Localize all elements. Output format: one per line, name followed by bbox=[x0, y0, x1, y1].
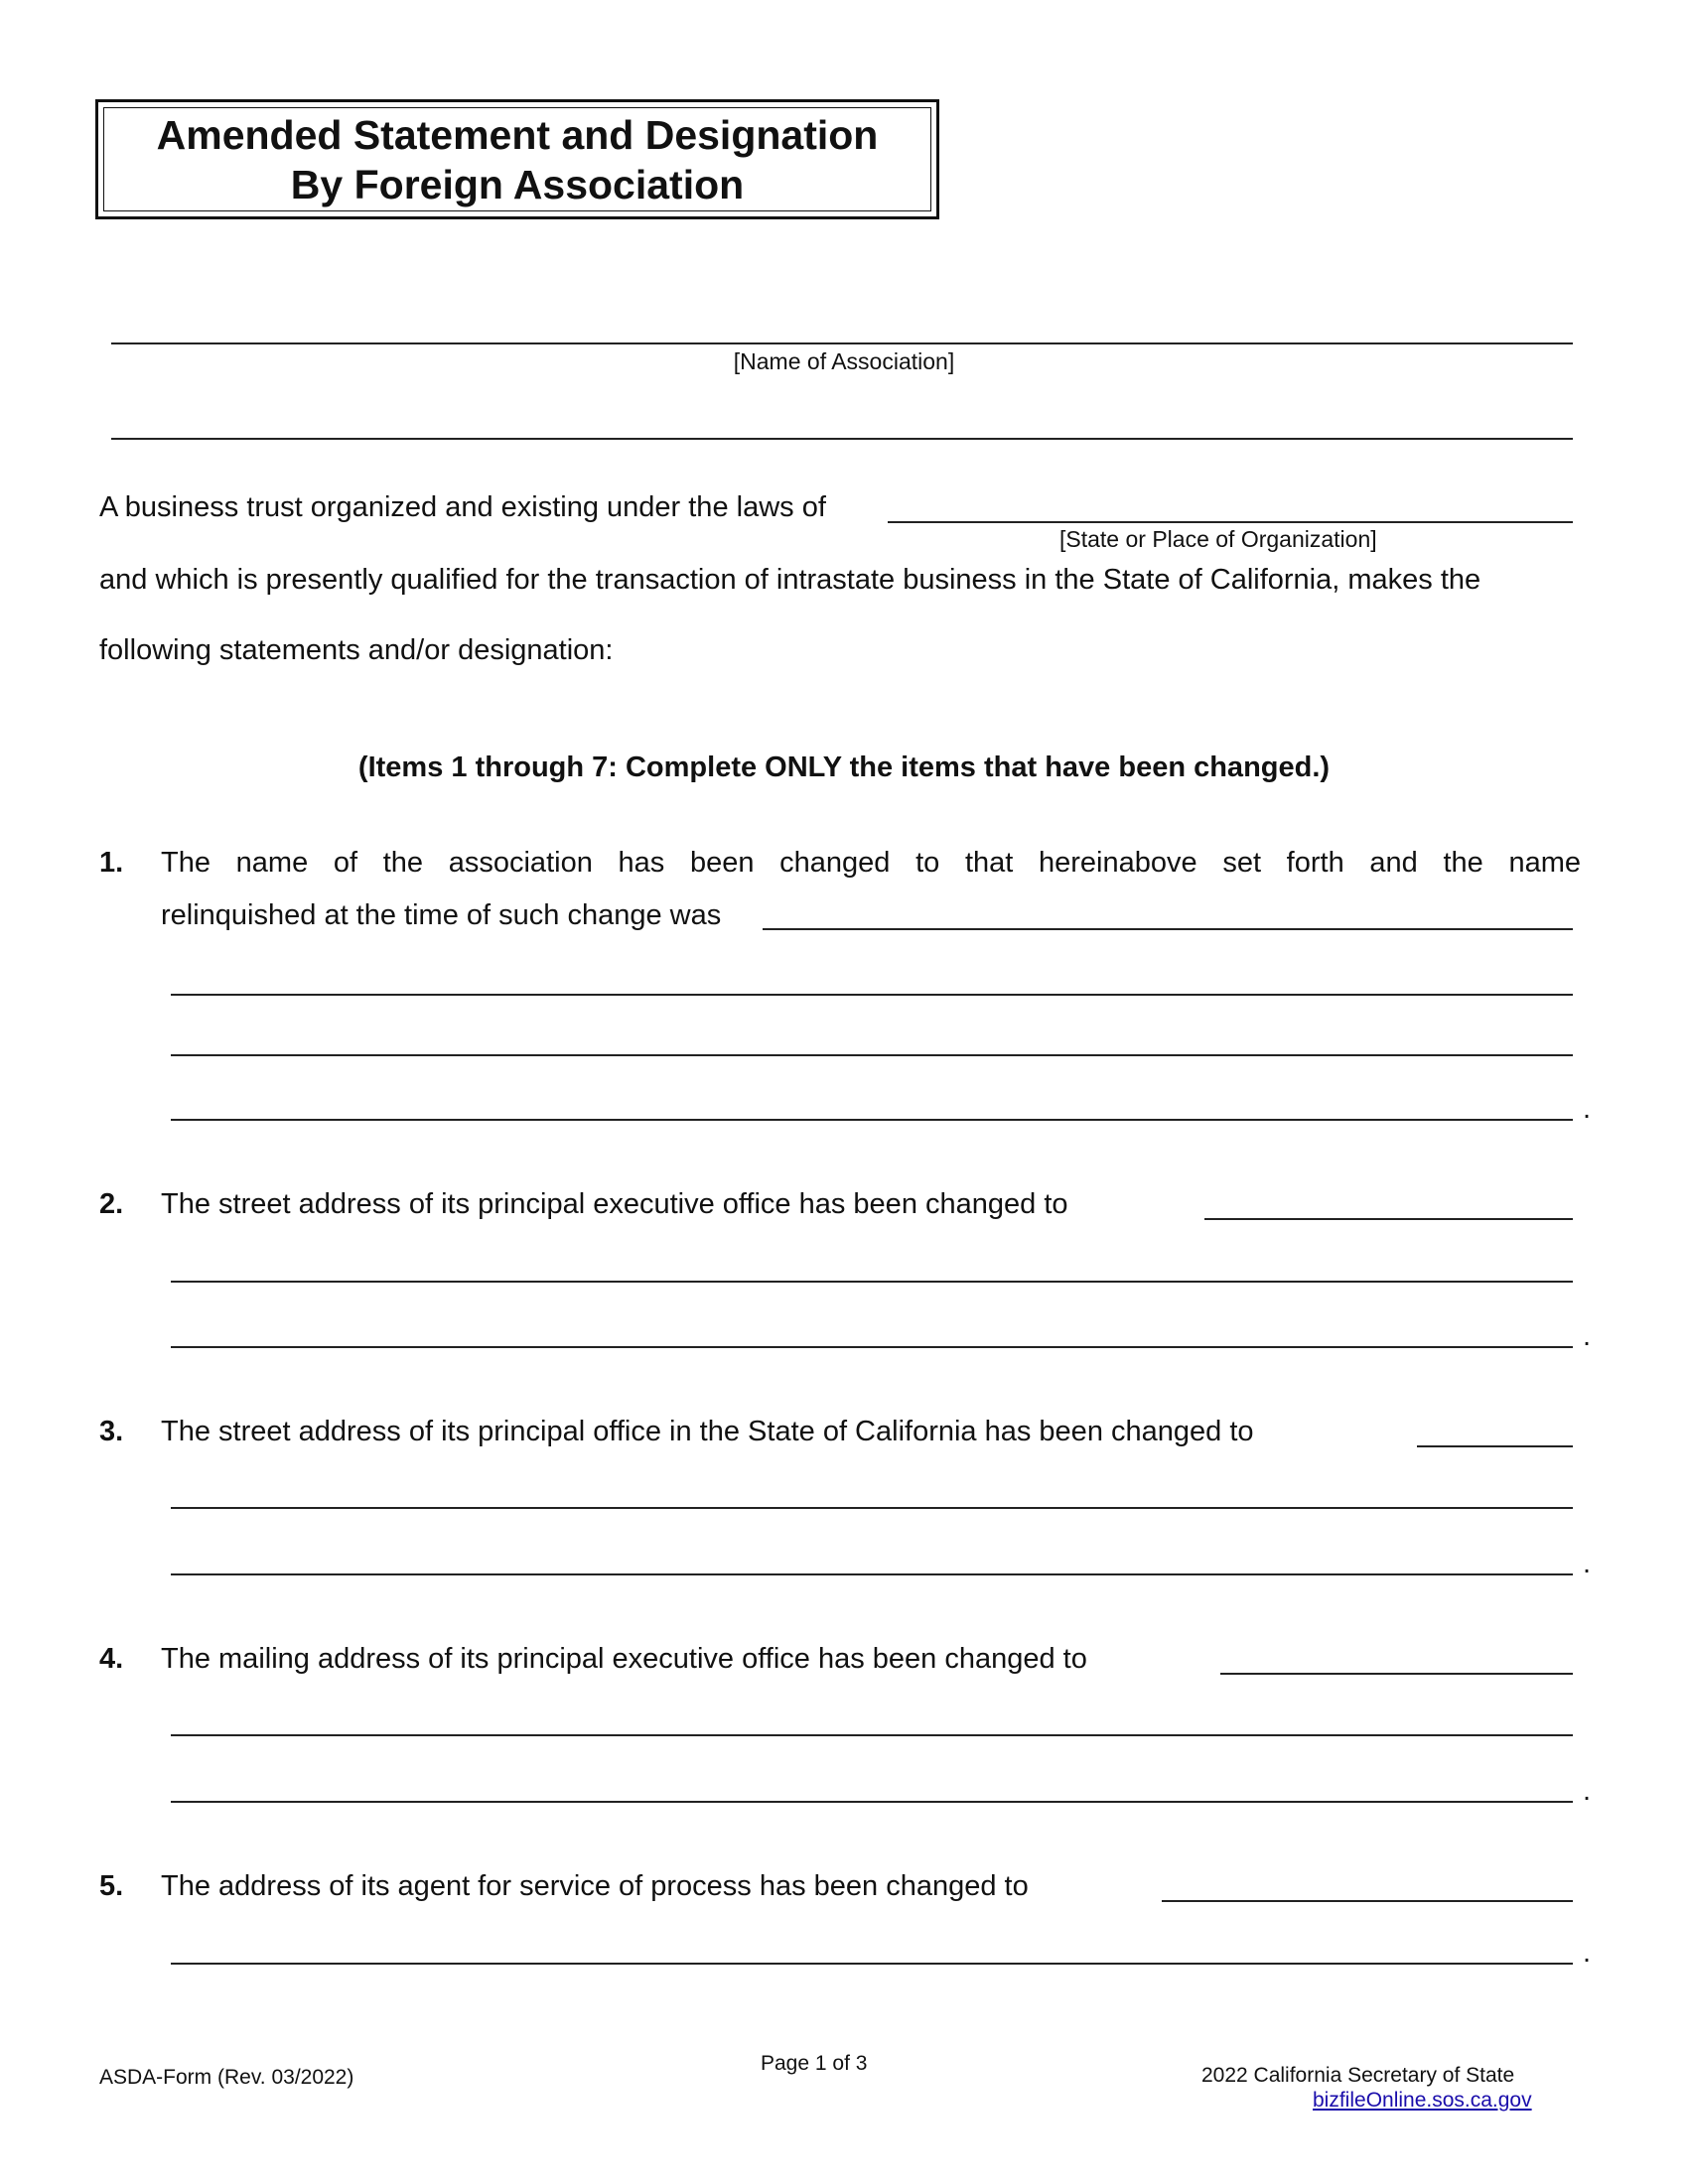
footer-page-number: Page 1 of 3 bbox=[761, 2052, 868, 2075]
intro-line-1: A business trust organized and existing under the laws of bbox=[99, 491, 826, 523]
item-3-period: . bbox=[1583, 1548, 1592, 1579]
item-3-text: The street address of its principal office in the State of California has been changed to bbox=[161, 1416, 1254, 1447]
state-label: [State or Place of Organization] bbox=[1059, 526, 1377, 552]
item-1-field-2[interactable] bbox=[171, 994, 1573, 996]
item-2-field-2[interactable] bbox=[171, 1281, 1573, 1283]
item-2-period: . bbox=[1583, 1320, 1592, 1352]
item-3-number: 3. bbox=[99, 1416, 124, 1447]
item-5-text: The address of its agent for service of process has been changed to bbox=[161, 1870, 1029, 1902]
item-5-field-2[interactable] bbox=[171, 1963, 1573, 1965]
item-1-period: . bbox=[1583, 1093, 1592, 1125]
intro-line-3: following statements and/or designation: bbox=[99, 634, 614, 666]
item-4-field-2[interactable] bbox=[171, 1734, 1573, 1736]
footer-form-id: ASDA-Form (Rev. 03/2022) bbox=[99, 2066, 354, 2089]
item-2-field-3[interactable] bbox=[171, 1346, 1573, 1348]
association-name-field[interactable] bbox=[111, 342, 1573, 344]
item-1-text-line-2: relinquished at the time of such change was bbox=[161, 899, 722, 931]
state-field[interactable] bbox=[888, 521, 1573, 523]
title-inner-frame bbox=[103, 107, 931, 211]
item-1-field-1[interactable] bbox=[763, 928, 1573, 930]
item-4-period: . bbox=[1583, 1775, 1592, 1807]
footer-website-link[interactable]: bizfileOnline.sos.ca.gov bbox=[1313, 2089, 1532, 2112]
item-1-text-line-1: The name of the association has been changed to that hereinabove set forth and the name bbox=[161, 847, 1581, 879]
item-3-field-3[interactable] bbox=[171, 1573, 1573, 1575]
item-3-field-1[interactable] bbox=[1417, 1445, 1573, 1447]
item-4-text: The mailing address of its principal executive office has been changed to bbox=[161, 1643, 1087, 1675]
instructions: (Items 1 through 7: Complete ONLY the items that have been changed.) bbox=[357, 751, 1331, 783]
item-2-text: The street address of its principal executive office has been changed to bbox=[161, 1188, 1068, 1220]
item-5-number: 5. bbox=[99, 1870, 124, 1902]
association-name-label: [Name of Association] bbox=[733, 348, 955, 374]
item-1-field-3[interactable] bbox=[171, 1054, 1573, 1056]
item-5-period: . bbox=[1583, 1937, 1592, 1969]
item-1-number: 1. bbox=[99, 847, 124, 879]
item-4-number: 4. bbox=[99, 1643, 124, 1675]
title-line-2: By Foreign Association bbox=[290, 161, 745, 207]
footer-copyright: 2022 California Secretary of State bbox=[1201, 2064, 1515, 2087]
title-line-1: Amended Statement and Designation bbox=[156, 111, 879, 158]
item-2-field-1[interactable] bbox=[1204, 1218, 1573, 1220]
item-2-number: 2. bbox=[99, 1188, 124, 1220]
item-5-field-1[interactable] bbox=[1162, 1900, 1573, 1902]
association-name-field-2[interactable] bbox=[111, 438, 1573, 440]
item-3-field-2[interactable] bbox=[171, 1507, 1573, 1509]
title-box bbox=[95, 99, 939, 219]
item-1-field-4[interactable] bbox=[171, 1119, 1573, 1121]
intro-line-2: and which is presently qualified for the transaction of intrastate business in the State of California, makes the bbox=[99, 564, 1481, 596]
item-4-field-3[interactable] bbox=[171, 1801, 1573, 1803]
item-4-field-1[interactable] bbox=[1220, 1673, 1573, 1675]
